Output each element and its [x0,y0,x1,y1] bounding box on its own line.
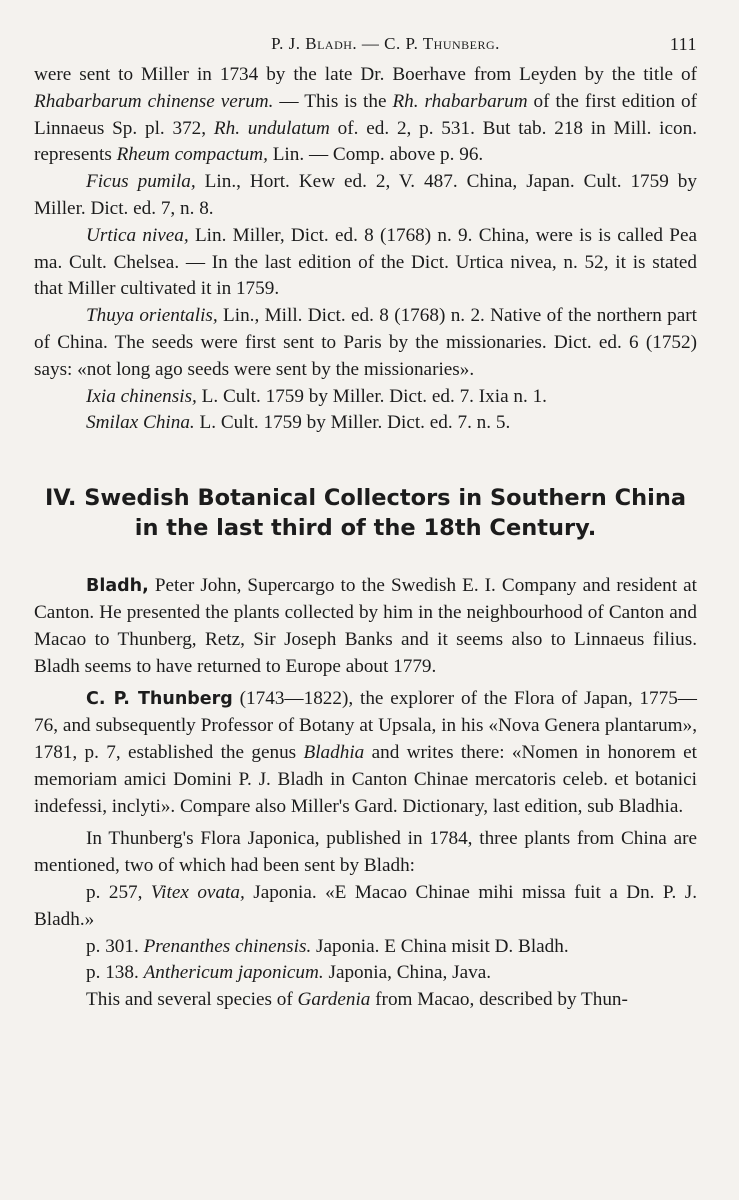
citation-vitex-ovata [34,880,697,934]
section-heading-line-1: IV. Swedish Botanical Collectors in Southern China [44,485,687,512]
text-run: In Thunberg's Flora Japonica, published in 1784, three plants from China are mentioned, two of which had been sent by Bladh: [34,828,697,877]
taxon-name: Gardenia [297,989,371,1011]
person-name: C. P. Thunberg [86,689,233,710]
paragraph-rhabarbarum [34,62,697,169]
taxon-name: Ixia chinensis, [86,385,197,407]
text-run: Japonia. «E Macao Chinae mihi missa fuit a Dn. P. J. Bladh.» [34,881,697,930]
text-run: This and several species of [86,989,298,1011]
taxon-name: Bladhia [303,741,365,763]
taxon-name: Thuya orientalis, [86,305,218,327]
text-run: p. 138. [86,962,144,984]
taxon-name: Rhabarbarum chinense verum. [34,90,274,112]
text-run: of. ed. 2, p. 531. But tab. 218 in Mill. icon. represents [34,117,697,166]
taxon-name: Ficus pumila, [86,171,196,193]
taxon-name: Urtica nivea, [86,224,189,246]
paragraph-bladh [34,573,697,680]
paragraph-flora-japonica [34,826,697,880]
entry-urtica-nivea [34,223,697,303]
text-run: Japonia, China, Java. [323,962,492,984]
text-run: Lin. Miller, Dict. ed. 8 (1768) n. 9. China, were is is called Pea ma. Cult. Chelsea. — In the last edition of the Dict. Urtica nivea, n. 52, it is stated that Miller cultivated it in 1759. [34,224,697,300]
person-name: Bladh, [86,576,149,597]
taxon-name: Rh. rhabarbarum [392,90,528,112]
page-number: 111 [669,34,697,54]
taxon-name: Smilax China. [86,412,195,434]
body-text [34,62,697,1014]
entry-thuya-orientalis [34,303,697,383]
taxon-name: Anthericum japonicum. [143,962,324,984]
taxon-name: Prenanthes chinensis. [143,935,312,957]
text-run: Japonia. E China misit D. Bladh. [311,935,569,957]
section-heading [34,483,697,543]
entry-ficus-pumila [34,169,697,223]
paragraph-gardenia [34,987,697,1014]
section-heading-line-2: in the last third of the 18th Century. [134,515,597,542]
citation-prenanthes-chinensis [34,934,697,961]
text-run: were sent to Miller in 1734 by the late Dr. Boerhave from Leyden by the title of [34,64,697,85]
text-run: L. Cult. 1759 by Miller. Dict. ed. 7. n. 5. [194,412,511,434]
entry-smilax-china [34,410,697,437]
text-run: p. 301. [86,935,144,957]
taxon-name: Rh. undulatum [213,117,330,139]
text-run: (1743—1822), the explorer of the Flora of Japan, 1775—76, and subsequently Professor of Botany at Upsala, in his «Nova Genera plantarum», 1781, p. 7, established the genus [34,688,697,763]
running-head-title: P. J. Bladh. — C. P. Thunberg. [271,34,500,53]
text-run: Lin. — Comp. above p. 96. [267,144,484,166]
text-run: of the first edition of Linnaeus Sp. pl. 372, [34,90,697,139]
taxon-name: Rheum compactum, [116,144,268,166]
taxon-name: Vitex ovata, [150,881,245,903]
text-run: Lin., Hort. Kew ed. 2, V. 487. China, Japan. Cult. 1759 by Miller. Dict. ed. 7, n. 8. [34,171,697,219]
text-run: and writes there: «Nomen in honorem et memoriam amici Domini P. J. Bladh in Canton Chinae mercatoris celeb. et botanici indefessi, inclyti». Compare also Miller's Gard. Dictionary, last edition, sub Bladhia. [34,741,697,817]
text-run: — This is the [273,90,393,112]
entry-ixia-chinensis [34,384,697,411]
paragraph-thunberg [34,686,697,820]
text-run: L. Cult. 1759 by Miller. Dict. ed. 7. Ixia n. 1. [196,385,547,407]
text-run: p. 257, [86,881,151,903]
text-run: Lin., Mill. Dict. ed. 8 (1768) n. 2. Native of the northern part of China. The seeds were first sent to Paris by the missionaries. Dict. ed. 6 (1752) says: «not long ago seeds were sent by the missionaries». [34,305,697,380]
running-head [34,28,697,62]
text-run: Peter John, Supercargo to the Swedish E. I. Company and resident at Canton. He presented the plants collected by him in the neighbourhood of Canton and Macao to Thunberg, Retz, Sir Joseph Banks and it seems also to Linnaeus filius. Bladh seems to have returned to Europe about 1779. [34,575,697,677]
text-run: from Macao, described by Thun- [370,989,628,1011]
citation-anthericum-japonicum [34,960,697,987]
